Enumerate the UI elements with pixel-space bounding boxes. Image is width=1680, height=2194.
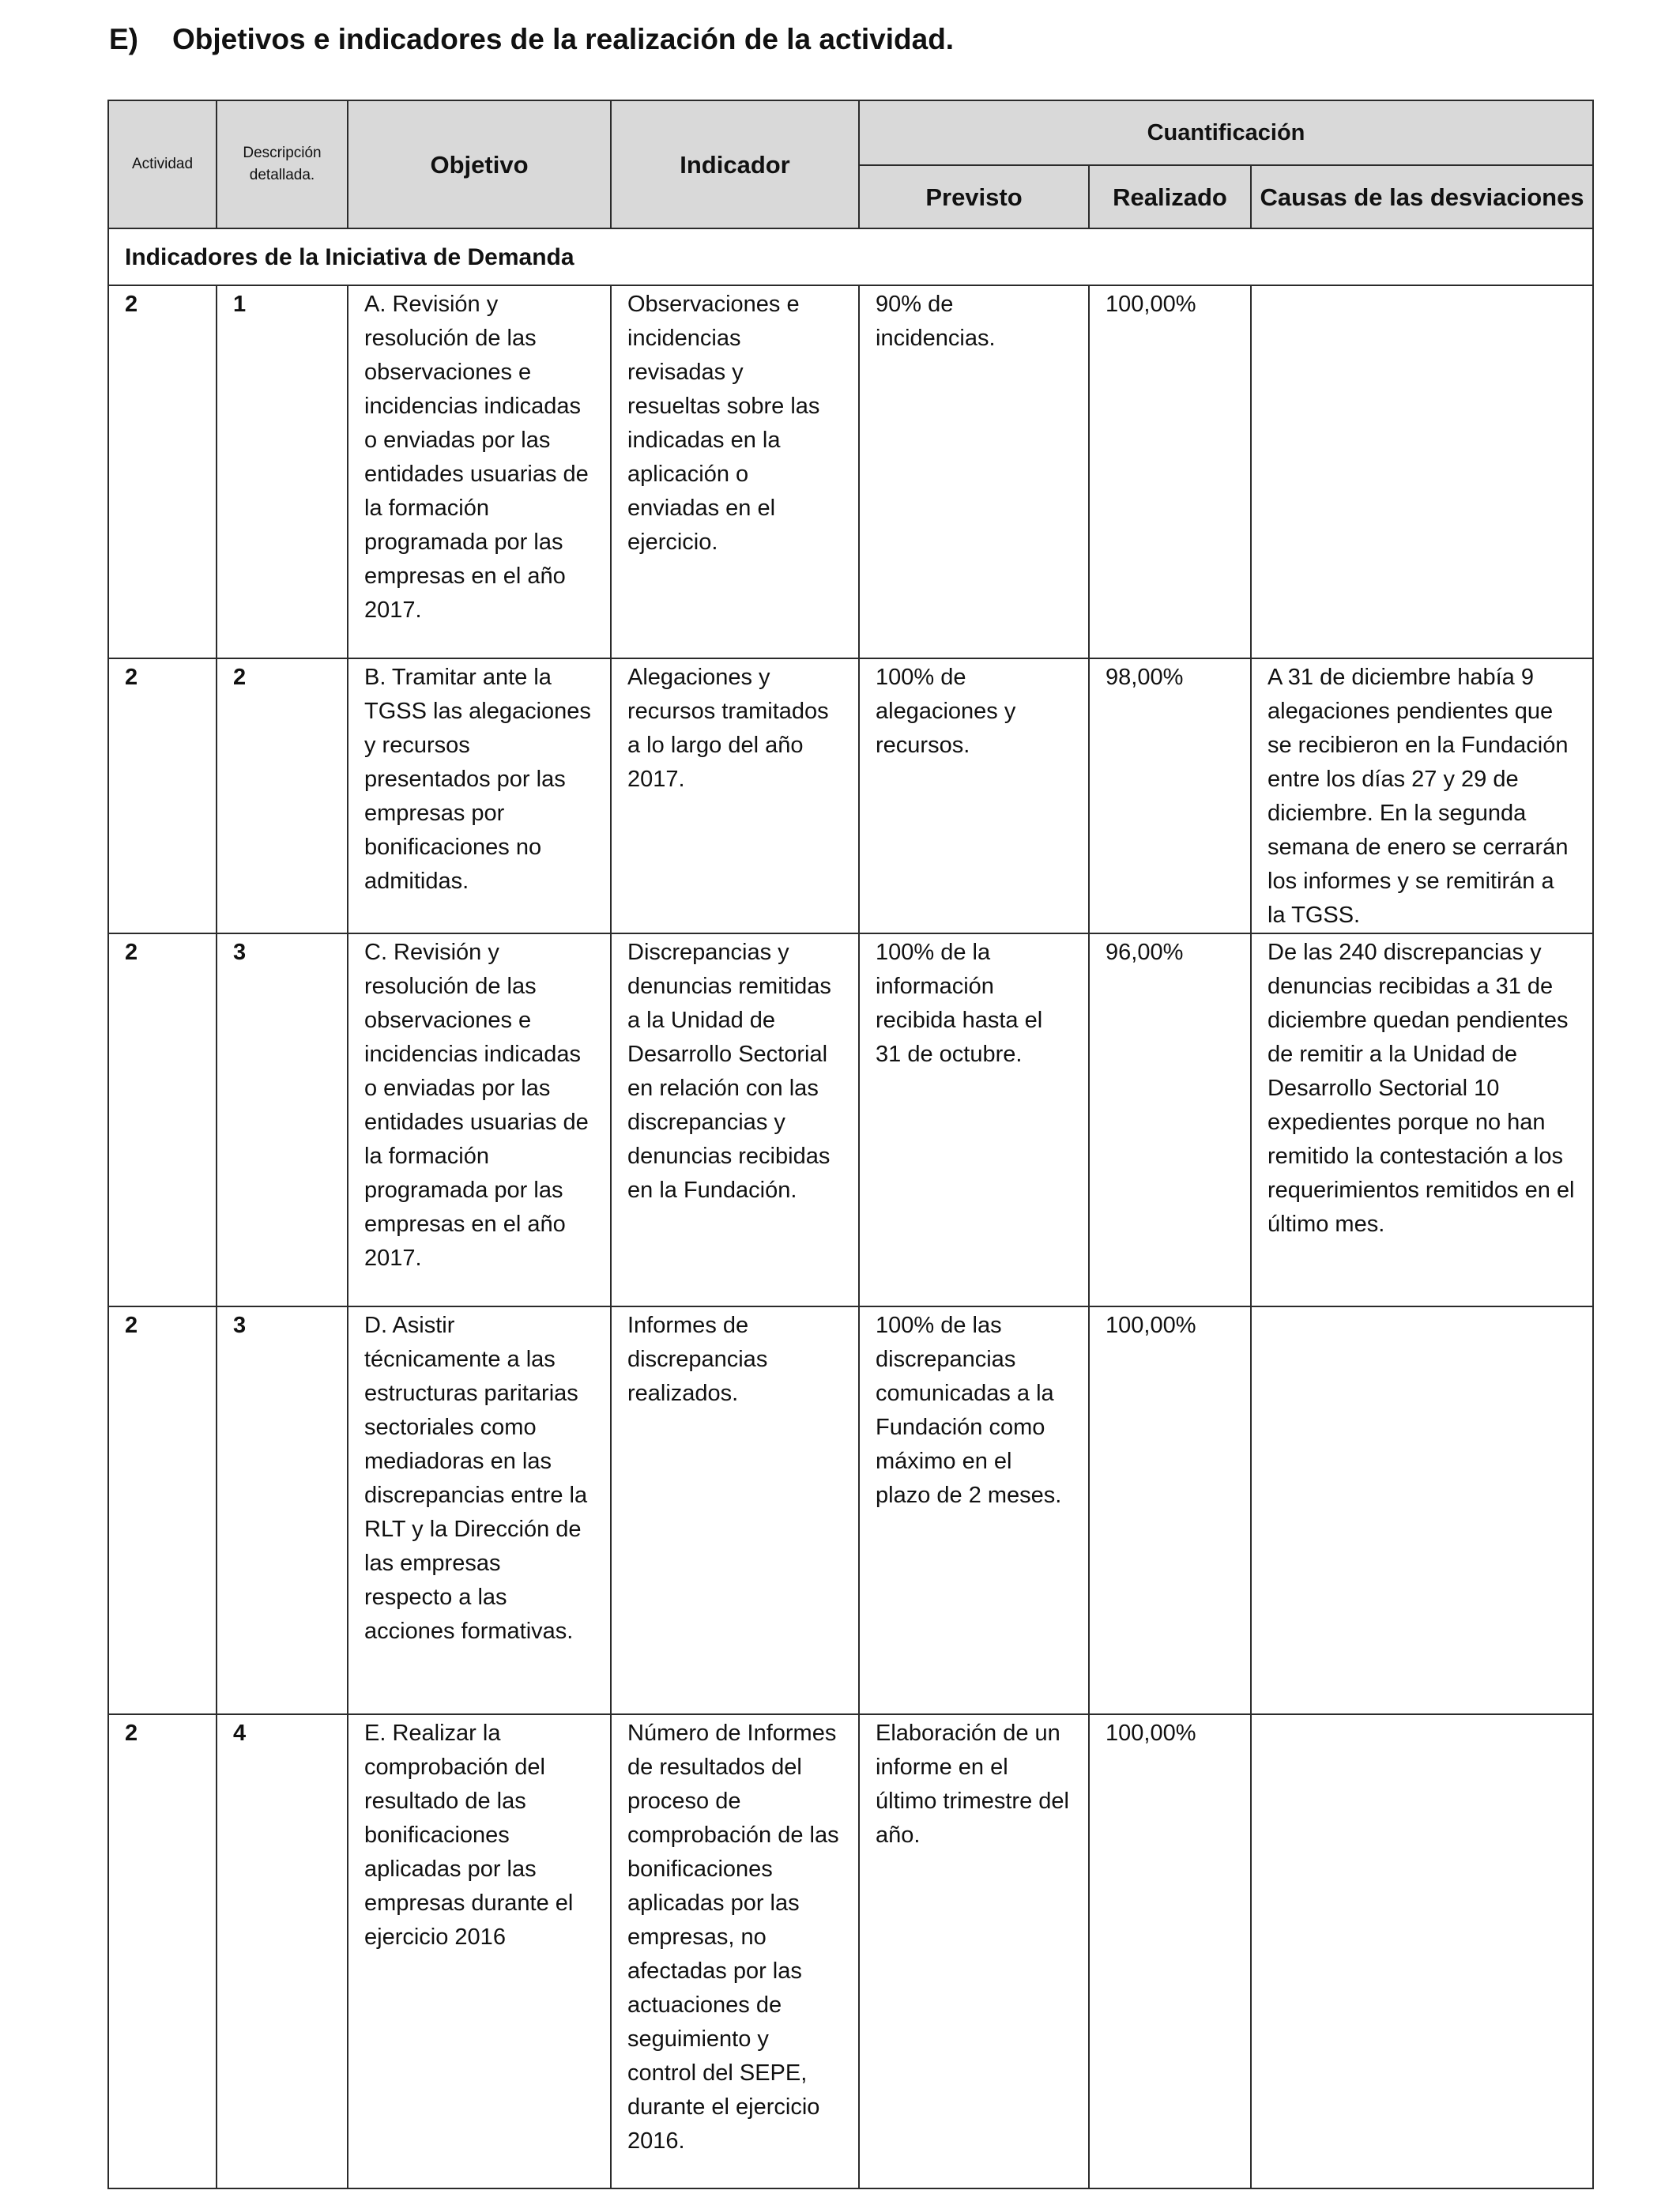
- cell-objetivo: B. Tramitar ante la TGSS las alegaciones y recursos presentados por las empresas por bonificaciones no admitidas.: [348, 658, 611, 933]
- cell-actividad: 2: [108, 658, 217, 933]
- cell-causas: [1251, 285, 1593, 658]
- cell-actividad: 2: [108, 285, 217, 658]
- cell-descripcion: 4: [217, 1714, 348, 2188]
- cell-causas: A 31 de diciembre había 9 alegaciones pendientes que se recibieron en la Fundación entre los días 27 y 29 de diciembre. En la segunda semana de enero se cerrarán los informes y se remitirán a la TGSS.: [1251, 658, 1593, 933]
- table-row: [108, 285, 1593, 658]
- cell-previsto: 100% de las discrepancias comunicadas a la Fundación como máximo en el plazo de 2 meses.: [859, 1306, 1089, 1714]
- header-causas: Causas de las desviaciones: [1251, 165, 1593, 228]
- header-indicador: Indicador: [611, 100, 859, 228]
- section-row: [108, 228, 1593, 285]
- header-row-top: [108, 100, 1593, 165]
- cell-previsto: 90% de incidencias.: [859, 285, 1089, 658]
- cell-previsto: Elaboración de un informe en el último trimestre del año.: [859, 1714, 1089, 2188]
- cell-objetivo: E. Realizar la comprobación del resultado de las bonificaciones aplicadas por las empresas durante el ejercicio 2016: [348, 1714, 611, 2188]
- cell-descripcion: 3: [217, 933, 348, 1306]
- cell-indicador: Número de Informes de resultados del proceso de comprobación de las bonificaciones aplicadas por las empresas, no afectadas por las actuaciones de seguimiento y control del SEPE, durante el ejercicio 2016.: [611, 1714, 859, 2188]
- cell-causas: [1251, 1306, 1593, 1714]
- header-previsto: Previsto: [859, 165, 1089, 228]
- header-actividad: Actividad: [108, 100, 217, 228]
- cell-indicador: Alegaciones y recursos tramitados a lo largo del año 2017.: [611, 658, 859, 933]
- cell-previsto: 100% de la información recibida hasta el 31 de octubre.: [859, 933, 1089, 1306]
- cell-realizado: 98,00%: [1089, 658, 1251, 933]
- cell-actividad: 2: [108, 933, 217, 1306]
- cell-indicador: Discrepancias y denuncias remitidas a la Unidad de Desarrollo Sectorial en relación con las discrepancias y denuncias recibidas en la Fundación.: [611, 933, 859, 1306]
- cell-descripcion: 2: [217, 658, 348, 933]
- header-cuantificacion: Cuantificación: [859, 100, 1593, 165]
- cell-descripcion: 3: [217, 1306, 348, 1714]
- cell-realizado: 100,00%: [1089, 1306, 1251, 1714]
- table-row: [108, 933, 1593, 1306]
- cell-causas: De las 240 discrepancias y denuncias recibidas a 31 de diciembre quedan pendientes de remitir a la Unidad de Desarrollo Sectorial 10 expedientes porque no han remitido la contestación a los requerimientos remitidos en el último mes.: [1251, 933, 1593, 1306]
- cell-actividad: 2: [108, 1306, 217, 1714]
- cell-objetivo: A. Revisión y resolución de las observaciones e incidencias indicadas o enviadas por las entidades usuarias de la formación programada por las empresas en el año 2017.: [348, 285, 611, 658]
- cell-indicador: Observaciones e incidencias revisadas y resueltas sobre las indicadas en la aplicación o enviadas en el ejercicio.: [611, 285, 859, 658]
- table-row: [108, 1714, 1593, 2188]
- cell-realizado: 100,00%: [1089, 285, 1251, 658]
- header-descripcion: Descripción detallada.: [217, 100, 348, 228]
- cell-realizado: 100,00%: [1089, 1714, 1251, 2188]
- section-title-cell: Indicadores de la Iniciativa de Demanda: [108, 228, 1593, 285]
- indicators-table: [107, 100, 1594, 2189]
- table-row: [108, 658, 1593, 933]
- section-title: Objetivos e indicadores de la realización de la actividad.: [172, 23, 955, 55]
- header-objetivo: Objetivo: [348, 100, 611, 228]
- cell-objetivo: D. Asistir técnicamente a las estructuras paritarias sectoriales como mediadoras en las discrepancias entre la RLT y la Dirección de las empresas respecto a las acciones formativas.: [348, 1306, 611, 1714]
- cell-indicador: Informes de discrepancias realizados.: [611, 1306, 859, 1714]
- cell-actividad: 2: [108, 1714, 217, 2188]
- cell-causas: [1251, 1714, 1593, 2188]
- header-realizado: Realizado: [1089, 165, 1251, 228]
- table-row: [108, 1306, 1593, 1714]
- cell-previsto: 100% de alegaciones y recursos.: [859, 658, 1089, 933]
- section-letter: E): [109, 23, 138, 55]
- cell-descripcion: 1: [217, 285, 348, 658]
- page-heading: [109, 14, 954, 65]
- cell-realizado: 96,00%: [1089, 933, 1251, 1306]
- cell-objetivo: C. Revisión y resolución de las observaciones e incidencias indicadas o enviadas por las entidades usuarias de la formación programada por las empresas en el año 2017.: [348, 933, 611, 1306]
